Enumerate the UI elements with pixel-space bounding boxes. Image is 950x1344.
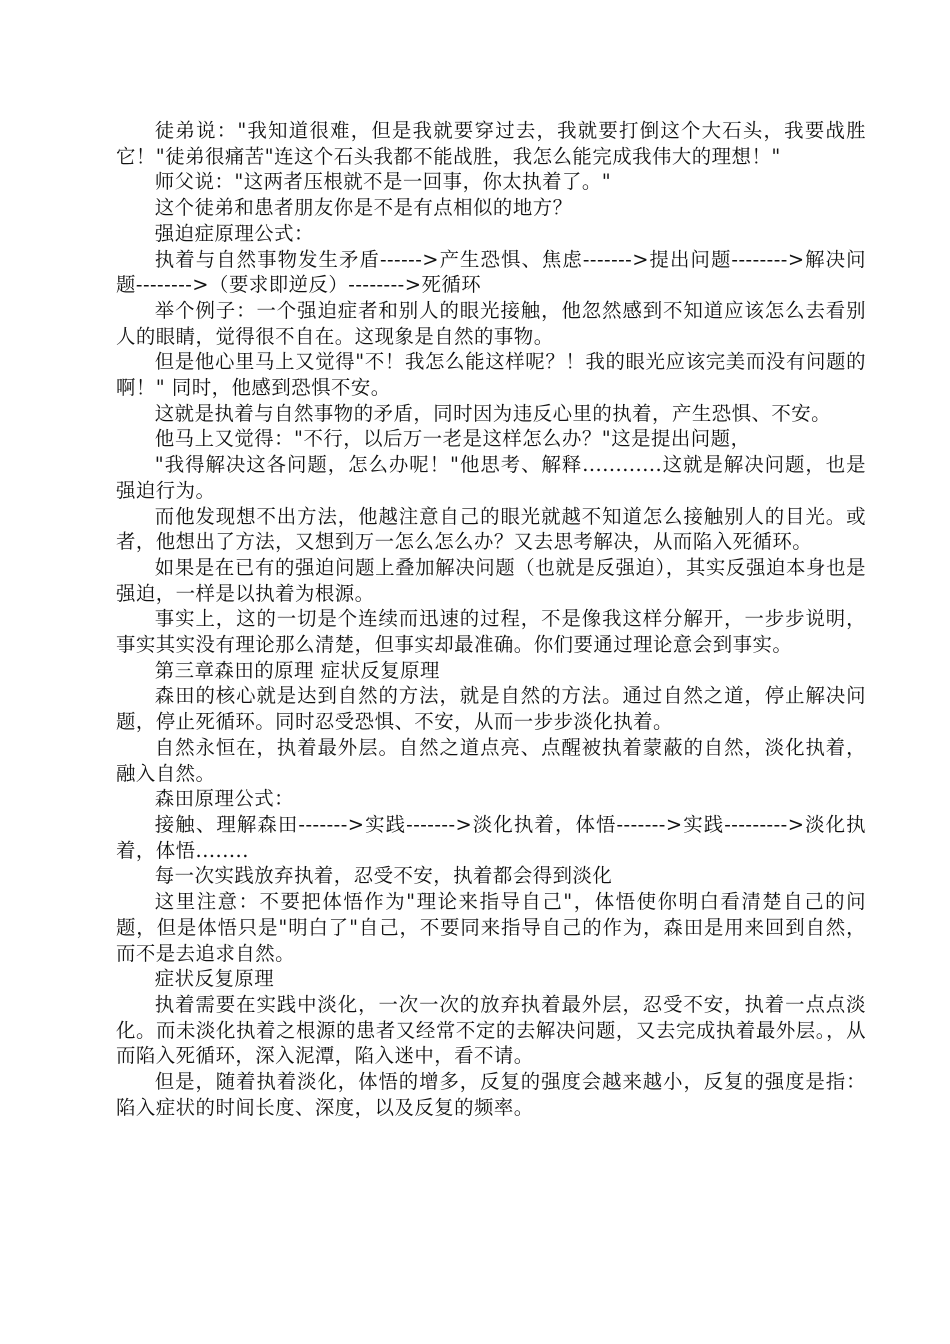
paragraph-attention-note: 这里注意：不要把体悟作为"理论来指导自己"，体悟使你明白看清楚自己的问题，但是体悟只是"明白了"自己，不要同来指导自己的作为，森田是用来回到自然，而不是去追求自然。 [116, 890, 866, 965]
paragraph-similarity-question: 这个徒弟和患者朋友你是不是有点相似的地方？ [154, 196, 573, 220]
paragraph-contradiction: 这就是执着与自然事物的矛盾，同时因为违反心里的执着，产生恐惧、不安。 [154, 401, 832, 425]
paragraph-each-practice: 每一次实践放弃执着，忍受不安，执着都会得到淡化 [154, 864, 613, 888]
paragraph-example: 举个例子：一个强迫症者和别人的眼光接触，他忽然感到不知道应该怎么去看别人的眼睛，觉得很不自在。这现象是自然的事物。 [116, 298, 866, 348]
paragraph-continuous-process: 事实上，这的一切是个连续而迅速的过程，不是像我这样分解开，一步步说明，事实其实没有理论那么清楚，但事实却最准确。你们要通过理论意会到事实。 [116, 607, 866, 657]
paragraph-master-says: 师父说："这两者压根就不是一回事，你太执着了。" [154, 170, 612, 194]
paragraph-raise-question: 他马上又觉得："不行，以后万一老是这样怎么办？"这是提出问题， [154, 427, 751, 451]
paragraph-morita-formula: 接触、理解森田------->实践------->淡化执着，体悟------->实践--------->淡化执着，体悟........ [116, 812, 866, 862]
paragraph-ocd-formula-heading: 强迫症原理公式： [154, 221, 314, 245]
paragraph-disciple-says: 徒弟说："我知道很难，但是我就要穿过去，我就要打倒这个大石头，我要战胜它！"徒弟很痛苦"连这个石头我都不能战胜，我怎么能完成我伟大的理想！" [116, 119, 866, 168]
document-page [116, 118, 866, 1120]
paragraph-morita-core: 森田的核心就是达到自然的方法，就是自然的方法。通过自然之道，停止解决问题，停止死循环。同时忍受恐惧、不安，从而一步步淡化执着。 [116, 684, 866, 734]
paragraph-solve-question: "我得解决这各问题，怎么办呢！"他思考、解释............这就是解决问题，也是强迫行为。 [116, 453, 866, 502]
paragraph-nature-eternal: 自然永恒在，执着最外层。自然之道点亮、点醒被执着蒙蔽的自然，淡化执着，融入自然。 [116, 735, 866, 785]
paragraph-relapse-intensity: 但是，随着执着淡化，体悟的增多，反复的强度会越来越小，反复的强度是指：陷入症状的时间长度、深度，以及反复的频率。 [116, 1070, 866, 1119]
paragraph-ocd-formula: 执着与自然事物发生矛盾------>产生恐惧、焦虑------->提出问题-------->解决问题-------->（要求即逆反）-------->死循环 [116, 247, 866, 297]
paragraph-anti-compulsion: 如果是在已有的强迫问题上叠加解决问题（也就是反强迫），其实反强迫本身也是强迫，一样是以执着为根源。 [116, 555, 866, 605]
paragraph-relapse-heading: 症状反复原理 [154, 967, 275, 991]
paragraph-morita-formula-heading: 森田原理公式： [154, 787, 295, 811]
chapter-heading: 第三章森田的原理 症状反复原理 [154, 658, 440, 682]
paragraph-example-thought: 但是他心里马上又觉得"不！我怎么能这样呢？！我的眼光应该完美而没有问题的啊！" 同时，他感到恐惧不安。 [116, 350, 866, 400]
paragraph-relapse-explanation: 执着需要在实践中淡化，一次一次的放弃执着最外层，忍受不安，执着一点点淡化。而未淡化执着之根源的患者又经常不定的去解决问题，又去完成执着最外层。，从而陷入死循环，深入泥潭，陷入迷中，看不请。 [116, 992, 866, 1068]
paragraph-loop: 而他发现想不出方法，他越注意自己的眼光就越不知道怎么接触别人的目光。或者，他想出了方法，又想到万一怎么怎么办？又去思考解决，从而陷入死循环。 [116, 504, 866, 554]
